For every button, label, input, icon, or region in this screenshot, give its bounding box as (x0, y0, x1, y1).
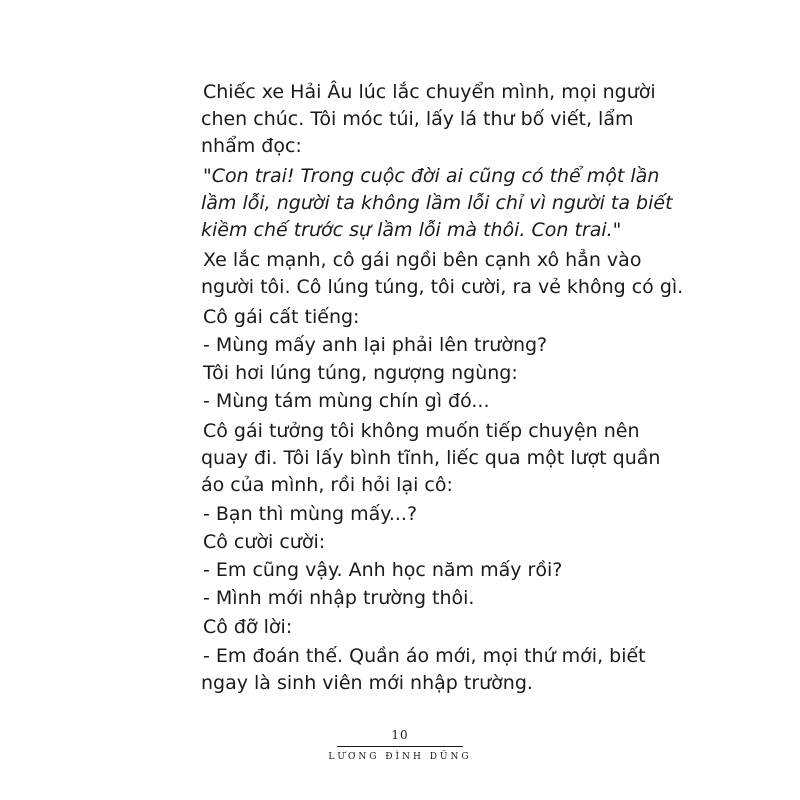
footer-divider (337, 746, 463, 747)
page-number: 10 (391, 728, 409, 742)
paragraph-line: Xe lắc mạnh, cô gái ngồi bên cạnh xô hẳn vào (203, 249, 642, 271)
dialogue-line: ngay là sinh viên mới nhập trường. (201, 672, 533, 694)
dialogue-line: - Em cũng vậy. Anh học năm mấy rồi? (203, 559, 563, 581)
paragraph-line: Cô cười cười: (203, 531, 326, 553)
paragraph-line: Chiếc xe Hải Âu lúc lắc chuyển mình, mọi người (203, 81, 656, 103)
dialogue-line: - Em đoán thế. Quần áo mới, mọi thứ mới, biết (203, 645, 646, 667)
paragraph-line: người tôi. Cô lúng túng, tôi cười, ra vẻ không có gì. (201, 276, 684, 298)
paragraph-line: áo của mình, rồi hỏi lại cô: (201, 474, 453, 496)
dialogue-line: - Bạn thì mùng mấy...? (203, 503, 418, 525)
paragraph-line: nhẩm đọc: (201, 135, 302, 157)
quote-line: "Con trai! Trong cuộc đời ai cũng có thể một lần (203, 165, 660, 187)
quote-line: lầm lỗi, người ta không lầm lỗi chỉ vì người ta biết (201, 192, 673, 214)
paragraph-line: Cô gái cất tiếng: (203, 306, 360, 328)
dialogue-line: - Mình mới nhập trường thôi. (203, 587, 475, 609)
quote-line: kiềm chế trước sự lầm lỗi mà thôi. Con trai." (201, 219, 622, 241)
paragraph-line: chen chúc. Tôi móc túi, lấy lá thư bố viết, lẩm (201, 108, 634, 130)
dialogue-line: - Mùng tám mùng chín gì đó... (203, 390, 490, 412)
author-name: LƯƠNG ĐÌNH DŨNG (328, 752, 472, 762)
paragraph-line: quay đi. Tôi lấy bình tĩnh, liếc qua một lượt quần (201, 447, 661, 469)
paragraph-line: Cô đỡ lời: (203, 616, 293, 638)
dialogue-line: - Mùng mấy anh lại phải lên trường? (203, 334, 548, 356)
paragraph-line: Cô gái tưởng tôi không muốn tiếp chuyện nên (203, 420, 640, 442)
paragraph-line: Tôi hơi lúng túng, ngượng ngùng: (203, 362, 518, 384)
